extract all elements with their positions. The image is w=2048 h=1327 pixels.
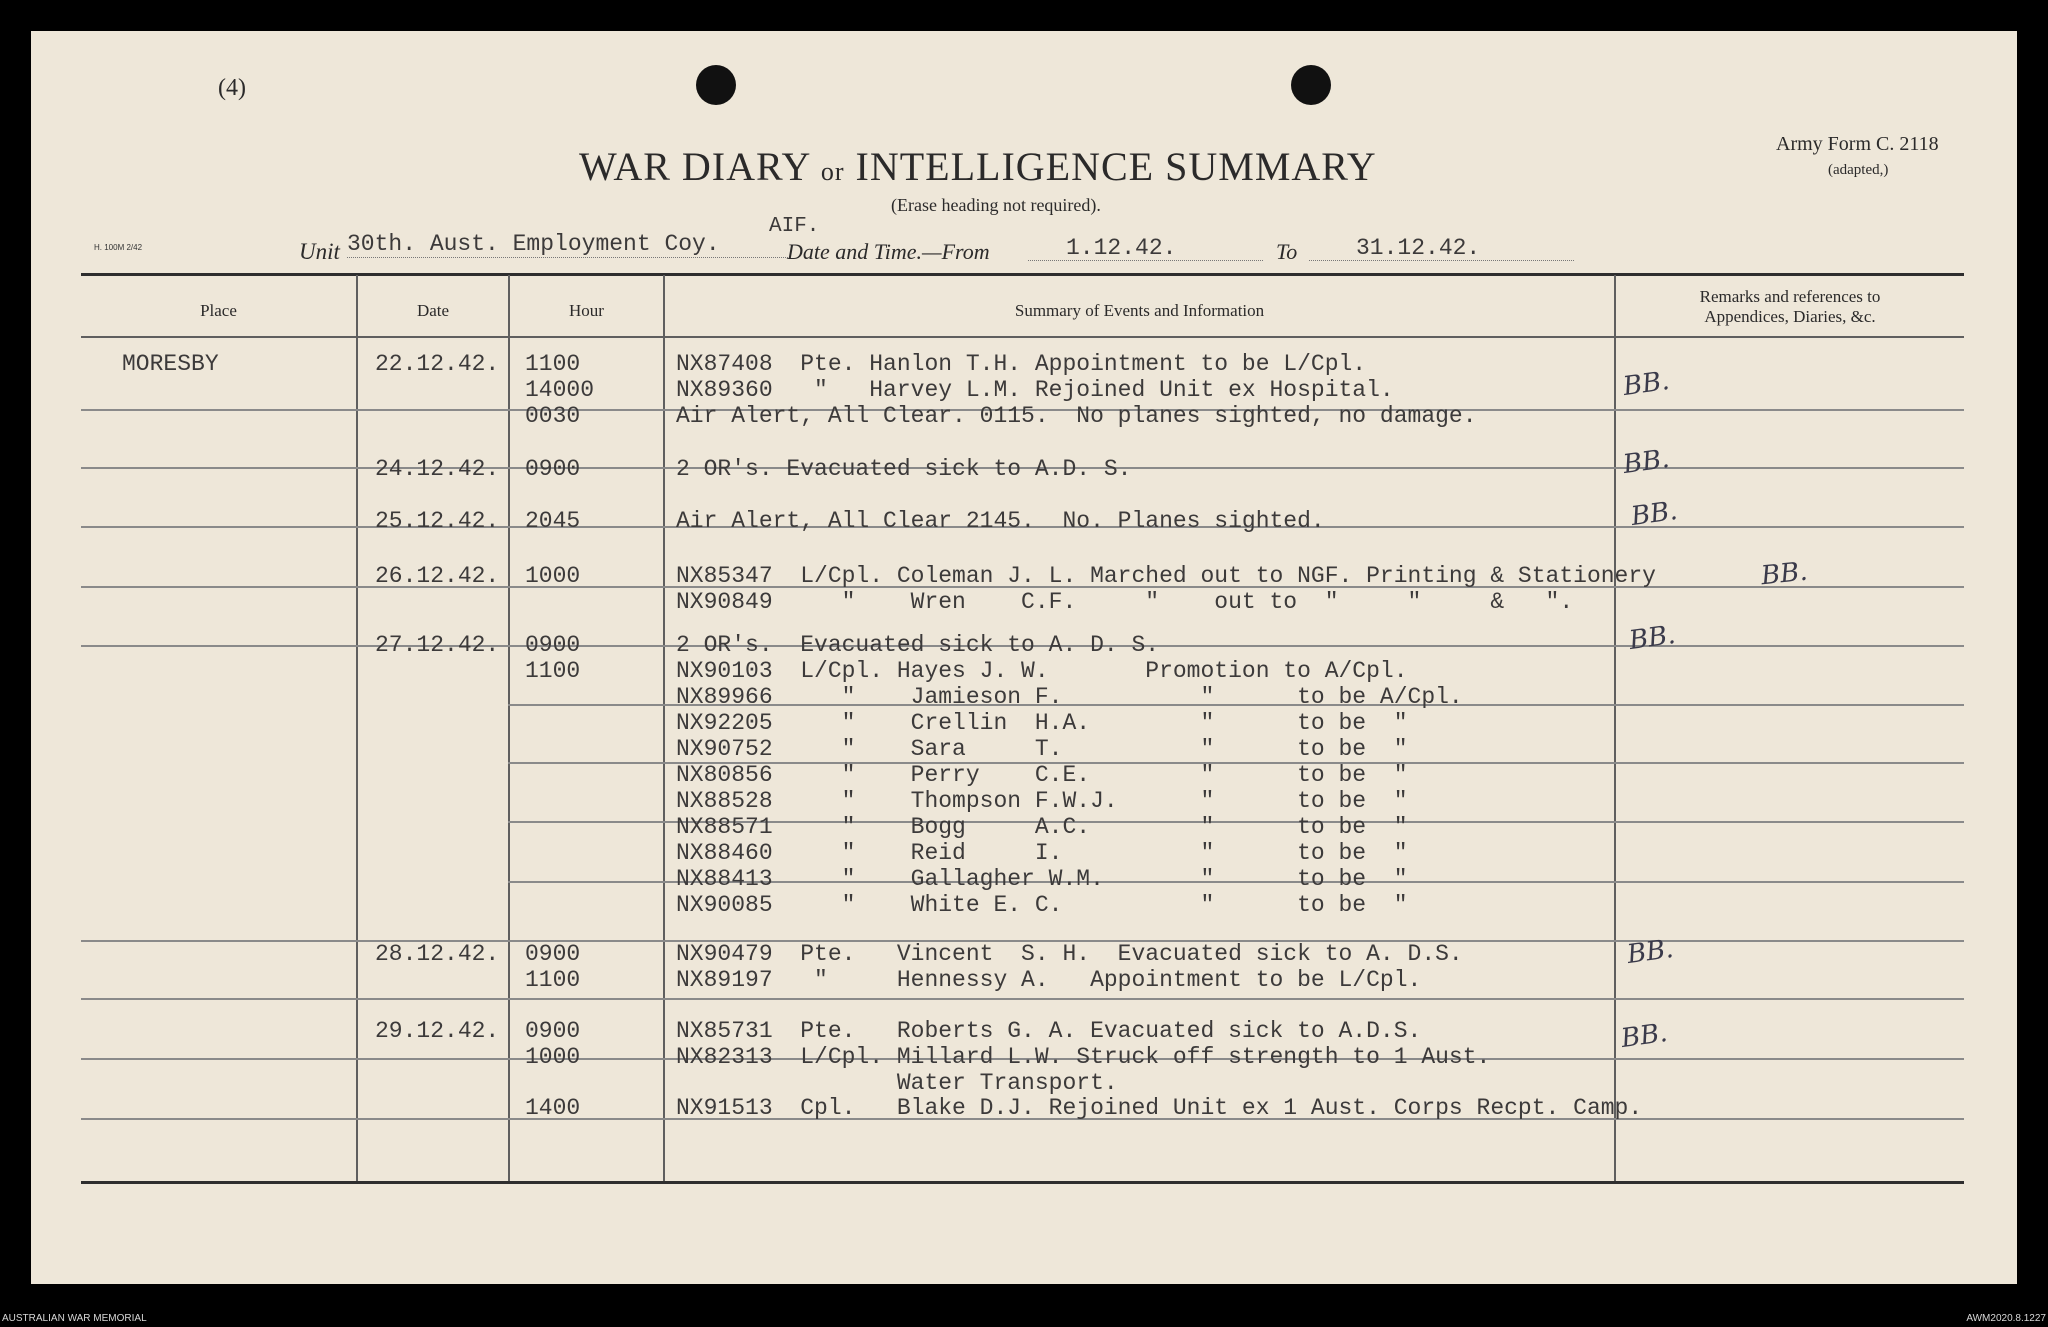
summary-line: NX88528 " Thompson F.W.J. " to be "	[676, 788, 1408, 814]
rule-line	[81, 998, 1964, 1000]
summary-line: NX85347 L/Cpl. Coleman J. L. Marched out to NGF. Printing & Stationery	[676, 563, 1656, 589]
summary-line: NX91513 Cpl. Blake D.J. Rejoined Unit ex 1 Aust. Corps Recpt. Camp.	[676, 1095, 1643, 1121]
summary-line: NX85731 Pte. Roberts G. A. Evacuated sick to A.D.S.	[676, 1018, 1422, 1044]
date-entry: 26.12.42.	[375, 563, 500, 589]
hour-entry: 1000	[525, 563, 581, 589]
table-top-border	[81, 273, 1964, 276]
summary-line: NX89966 " Jamieson F. " to be A/Cpl.	[676, 684, 1463, 710]
col-header-hour: Hour	[569, 301, 604, 320]
hour-entry: 1100	[525, 351, 581, 377]
place-value: MORESBY	[122, 351, 219, 377]
date-entry: 28.12.42.	[375, 941, 500, 967]
punch-hole-left	[696, 65, 736, 105]
unit-extra: AIF.	[769, 215, 820, 238]
col-header-date: Date	[416, 301, 450, 320]
from-date: 1.12.42.	[1066, 235, 1177, 261]
date-entry: 29.12.42.	[375, 1018, 500, 1044]
summary-line: NX90752 " Sara T. " to be "	[676, 736, 1408, 762]
title-war-diary: WAR DIARY	[579, 144, 810, 189]
hour-entry: 0900	[525, 941, 581, 967]
unit-dotted-line	[347, 257, 790, 258]
summary-line: NX90849 " Wren C.F. " out to " " & ".	[676, 589, 1574, 615]
summary-line: NX82313 L/Cpl. Millard L.W. Struck off strength to 1 Aust.	[676, 1044, 1491, 1070]
summary-line: NX88460 " Reid I. " to be "	[676, 840, 1408, 866]
summary-line: NX89360 " Harvey L.M. Rejoined Unit ex Hospital.	[676, 377, 1394, 403]
unit-value: 30th. Aust. Employment Coy.	[347, 231, 720, 257]
remarks-initials: BB.	[1621, 365, 1672, 403]
col-header-remarks-line1: Remarks and references to	[1699, 287, 1881, 306]
hour-entry: 1100	[525, 967, 581, 993]
summary-line: Air Alert, All Clear. 0115. No planes sighted, no damage.	[676, 403, 1477, 429]
summary-line: NX90085 " White E. C. " to be "	[676, 892, 1408, 918]
remarks-initials: BB.	[1619, 1017, 1670, 1055]
to-date: 31.12.42.	[1356, 235, 1481, 261]
col-header-summary: Summary of Events and Information	[1014, 301, 1265, 320]
summary-line: NX88413 " Gallagher W.M. " to be "	[676, 866, 1408, 892]
from-dotted-line	[1028, 260, 1263, 261]
title-intelligence-summary: INTELLIGENCE SUMMARY	[855, 144, 1377, 189]
remarks-initials: BB.	[1627, 619, 1678, 657]
summary-line: NX89197 " Hennessy A. Appointment to be L/Cpl.	[676, 967, 1422, 993]
army-form-number: Army Form C. 2118	[1776, 133, 1939, 155]
summary-line: NX90479 Pte. Vincent S. H. Evacuated sick to A. D.S.	[676, 941, 1463, 967]
diary-sheet	[31, 31, 2017, 1284]
title-or: or	[820, 157, 845, 186]
summary-line: 2 OR's. Evacuated sick to A. D. S.	[676, 632, 1160, 658]
unit-label: Unit	[299, 239, 340, 264]
remarks-initials: BB.	[1625, 933, 1676, 971]
remarks-initials: BB.	[1629, 495, 1680, 533]
remarks-initials: BB.	[1759, 556, 1809, 592]
to-label: To	[1276, 239, 1298, 264]
hour-entry: 0900	[525, 456, 581, 482]
hour-entry: 1100	[525, 658, 581, 684]
form-title	[579, 143, 1377, 190]
hour-entry: 0030	[525, 403, 581, 429]
summary-line: Water Transport.	[676, 1070, 1118, 1096]
col-header-place: Place	[200, 301, 237, 320]
hour-entry: 2045	[525, 508, 581, 534]
summary-line: NX80856 " Perry C.E. " to be "	[676, 762, 1408, 788]
summary-line: NX92205 " Crellin H.A. " to be "	[676, 710, 1408, 736]
hour-entry: 0900	[525, 632, 581, 658]
hour-entry: 1000	[525, 1044, 581, 1070]
form-subtitle: (Erase heading not required).	[891, 195, 1101, 215]
page-number: (4)	[218, 75, 246, 101]
header-bottom-rule	[81, 336, 1964, 338]
table-bottom-border	[81, 1181, 1964, 1184]
footer-accession-number: AWM2020.8.1227	[1966, 1313, 2046, 1324]
summary-line: NX90103 L/Cpl. Hayes J. W. Promotion to A/Cpl.	[676, 658, 1408, 684]
hour-entry: 1400	[525, 1095, 581, 1121]
hour-entry: 14000	[525, 377, 595, 403]
punch-hole-right	[1291, 65, 1331, 105]
hour-entry: 0900	[525, 1018, 581, 1044]
summary-line: Air Alert, All Clear 2145. No. Planes sighted.	[676, 508, 1325, 534]
to-dotted-line	[1309, 260, 1574, 261]
summary-line: NX87408 Pte. Hanlon T.H. Appointment to be L/Cpl.	[676, 351, 1367, 377]
col-header-remarks-line2: Appendices, Diaries, &c.	[1704, 307, 1876, 326]
summary-line: NX88571 " Bogg A.C. " to be "	[676, 814, 1408, 840]
army-form-adapted: (adapted,)	[1828, 162, 1889, 178]
date-entry: 25.12.42.	[375, 508, 500, 534]
footer-source: AUSTRALIAN WAR MEMORIAL	[2, 1313, 147, 1324]
date-entry: 24.12.42.	[375, 456, 500, 482]
remarks-initials: BB.	[1621, 443, 1672, 481]
date-time-label: Date and Time.—From	[787, 239, 990, 264]
date-entry: 22.12.42.	[375, 351, 500, 377]
date-entry: 27.12.42.	[375, 632, 500, 658]
printer-code: H. 100M 2/42	[94, 243, 143, 252]
summary-line: 2 OR's. Evacuated sick to A.D. S.	[676, 456, 1132, 482]
